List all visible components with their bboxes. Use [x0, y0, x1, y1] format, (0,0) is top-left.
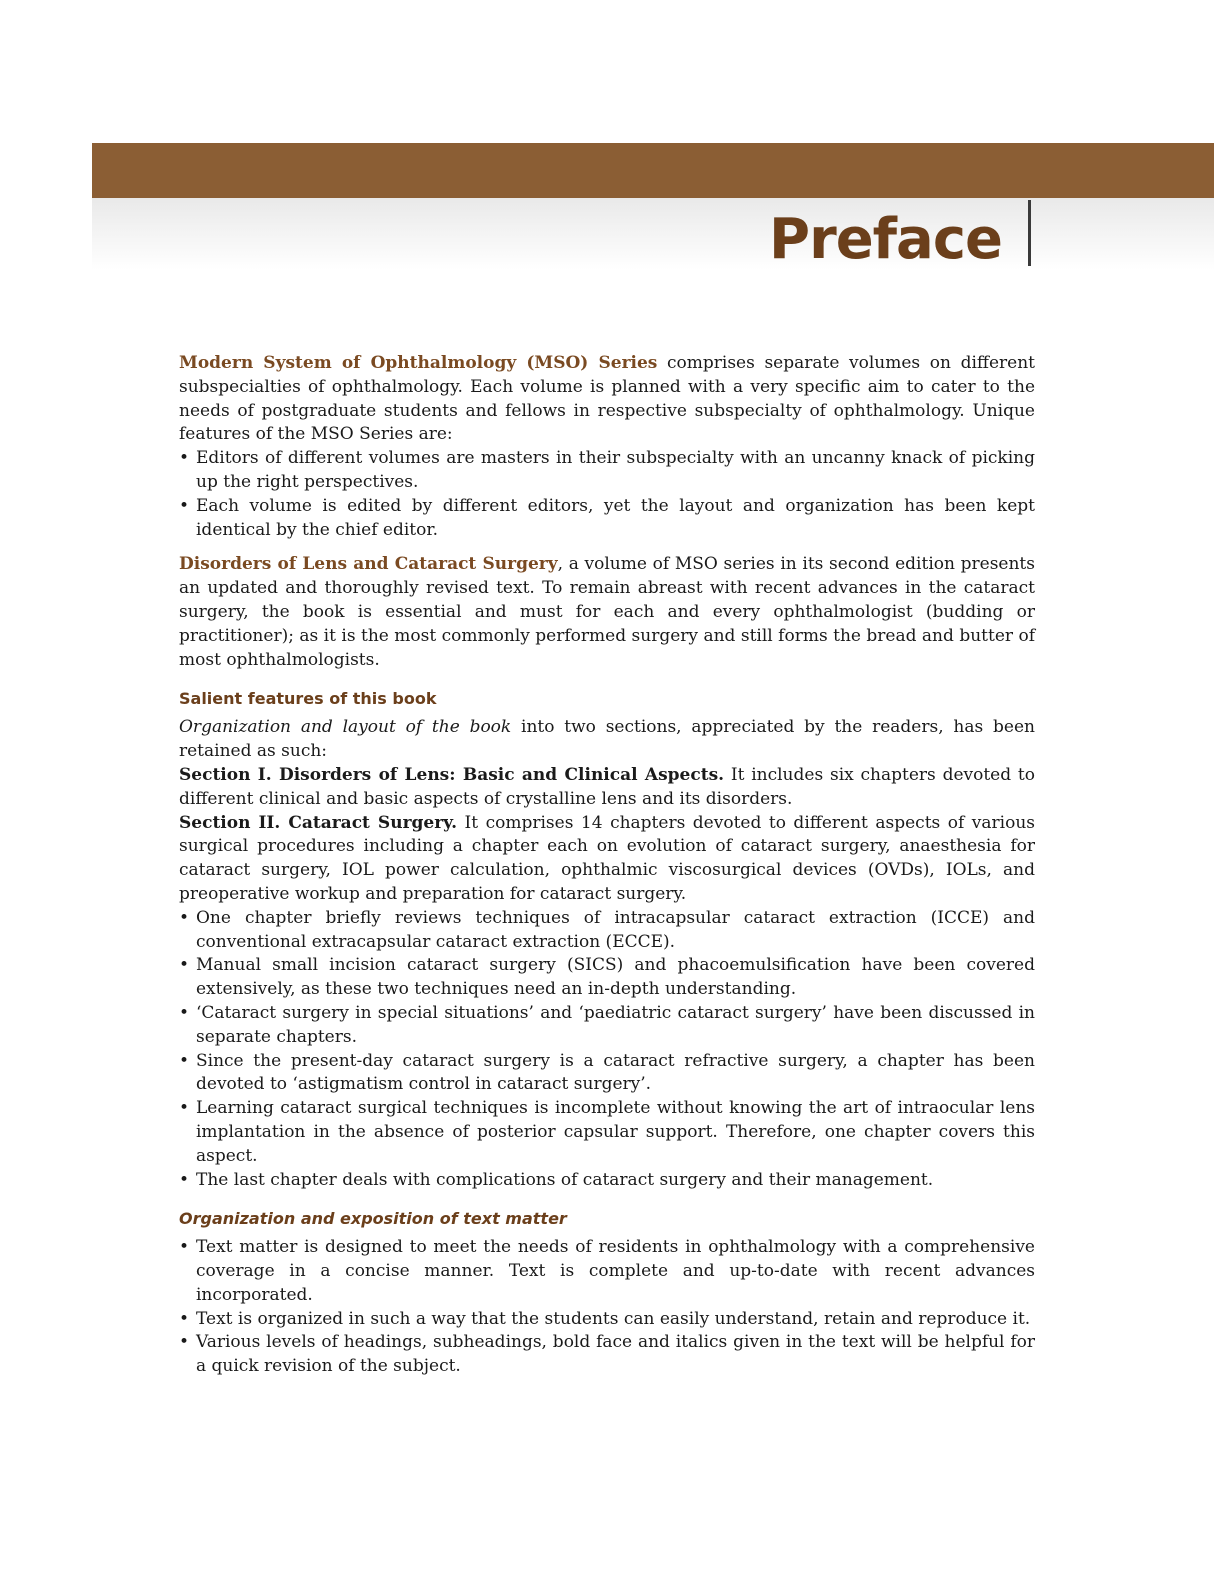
section2-label: Section II. Cataract Surgery. [179, 812, 458, 833]
volume-text: , a volume of MSO series in its second edition presents an updated and thoroughly revised text. To remain abreast with recent advances in the cataract surgery, the book is essential and must for each and every ophthalmologist (budding or practitioner); as it is the most commonly performed surgery and still forms the bread and butter of most ophthalmologists. [179, 554, 1035, 670]
page-title: Preface [769, 207, 1002, 272]
list-item: • One chapter briefly reviews techniques of intracapsular cataract extraction (ICCE) and conventional extracapsular cataract extraction (ECCE). [179, 907, 1035, 955]
list-item: • Text matter is designed to meet the needs of residents in ophthalmology with a comprehensive coverage in a concise manner. Text is complete and up-to-date with recent advances incorporated. [179, 1236, 1035, 1307]
section2-text: It comprises 14 chapters devoted to different aspects of various surgical procedures including a chapter each on evolution of cataract surgery, anaesthesia for cataract surgery, IOL power calculation, ophthalmic viscosurgical devices (OVDs), IOLs, and preoperative workup and preparation for cataract surgery. [179, 812, 1035, 904]
header-fade [92, 198, 1214, 270]
organization-paragraph [179, 716, 1035, 764]
volume-paragraph [179, 553, 1035, 672]
list-item: • The last chapter deals with complications of cataract surgery and their management. [179, 1169, 1035, 1193]
exposition-bullet-list [179, 1236, 1035, 1379]
section1-text: It includes six chapters devoted to different clinical and basic aspects of crystalline lens and its disorders. [179, 764, 1035, 809]
series-name: Modern System of Ophthalmology (MSO) Series [179, 353, 658, 373]
salient-heading: Salient features of this book [179, 689, 437, 709]
section1-label: Section I. Disorders of Lens: Basic and Clinical Aspects. [179, 764, 725, 785]
salient-bullet-list [179, 907, 1035, 1193]
list-item: • Text is organized in such a way that the students can easily understand, retain and reproduce it. [179, 1308, 1035, 1332]
intro-paragraph [179, 352, 1035, 447]
list-item: • Manual small incision cataract surgery (SICS) and phacoemulsification have been covered extensively, as these two techniques need an in-depth understanding. [179, 954, 1035, 1002]
preface-body [179, 352, 1035, 1379]
exposition-heading: Organization and exposition of text matter [179, 1209, 567, 1229]
list-item: • Since the present-day cataract surgery is a cataract refractive surgery, a chapter has been devoted to ‘astigmatism control in cataract surgery’. [179, 1050, 1035, 1098]
intro-bullet-list [179, 447, 1035, 542]
organization-text: into two sections, appreciated by the readers, has been retained as such: [179, 717, 1035, 762]
volume-name: Disorders of Lens and Cataract Surgery [179, 554, 558, 575]
section1-paragraph [179, 764, 1035, 812]
organization-lead: Organization and layout of the book [179, 717, 512, 738]
intro-text: comprises separate volumes on different subspecialties of ophthalmology. Each volume is planned with a very specific aim to cater to the needs of postgraduate students and fellows in respective subspecialty of ophthalmology. Unique features of the MSO Series are: [179, 353, 1035, 445]
title-rule [1028, 200, 1031, 266]
section2-paragraph [179, 812, 1035, 907]
list-item: • Various levels of headings, subheadings, bold face and italics given in the text will be helpful for a quick revision of the subject. [179, 1331, 1035, 1379]
header-band [92, 143, 1214, 198]
list-item: • Each volume is edited by different editors, yet the layout and organization has been kept identical by the chief editor. [179, 495, 1035, 543]
list-item: • Learning cataract surgical techniques is incomplete without knowing the art of intraocular lens implantation in the absence of posterior capsular support. Therefore, one chapter covers this aspect. [179, 1097, 1035, 1168]
list-item: • ‘Cataract surgery in special situations’ and ‘paediatric cataract surgery’ have been discussed in separate chapters. [179, 1002, 1035, 1050]
list-item: • Editors of different volumes are masters in their subspecialty with an uncanny knack of picking up the right perspectives. [179, 447, 1035, 495]
